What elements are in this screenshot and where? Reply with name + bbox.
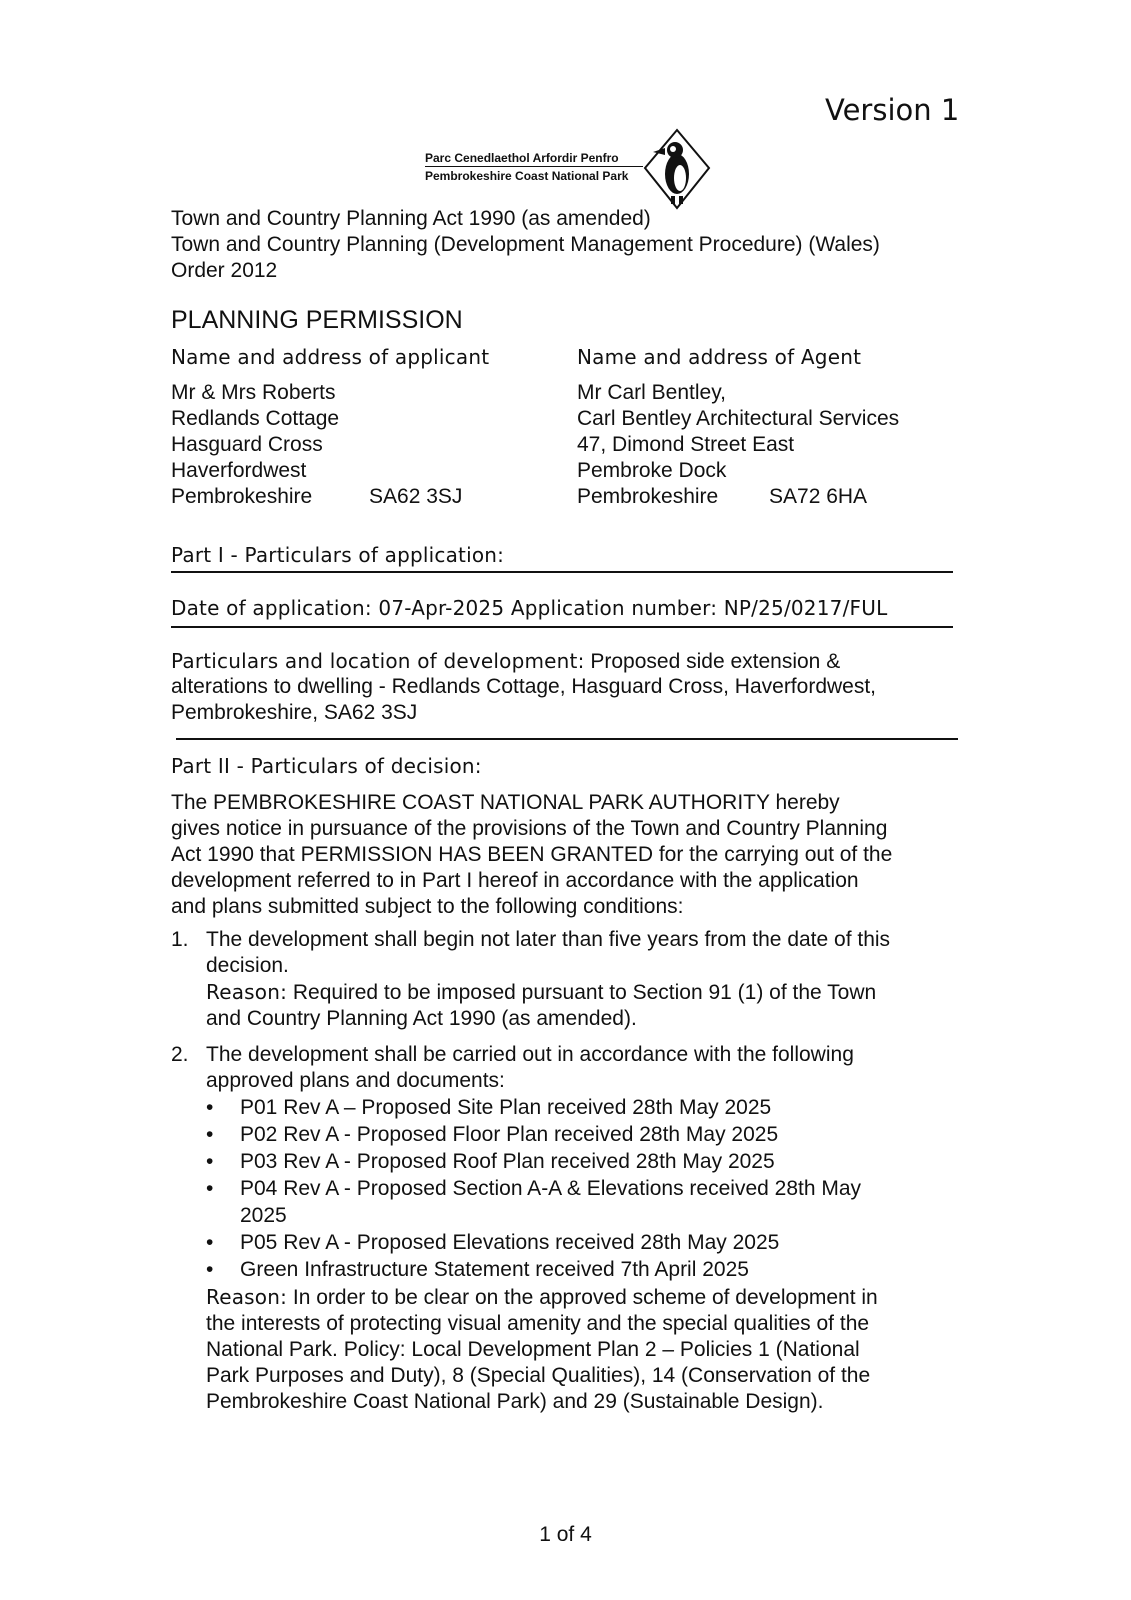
page-title: PLANNING PERMISSION	[171, 306, 463, 334]
applicant-postcode: SA62 3SJ	[369, 485, 463, 508]
logo-english-name: Pembrokeshire Coast National Park	[425, 169, 629, 183]
logo-welsh-name: Parc Cenedlaethol Arfordir Penfro	[425, 151, 619, 165]
bullet-icon: •	[206, 1096, 214, 1119]
logo-divider	[425, 166, 643, 167]
intro-line: Act 1990 that PERMISSION HAS BEEN GRANTED for the carrying out of the	[171, 843, 893, 866]
intro-line: development referred to in Part I hereof in accordance with the application	[171, 869, 859, 892]
decision-intro	[171, 790, 892, 920]
condition-2-number: 2.	[171, 1043, 189, 1066]
applicant-line: Mr & Mrs Roberts	[171, 381, 336, 404]
reason-text: and Country Planning Act 1990 (as amended).	[206, 1007, 637, 1030]
particulars-text: Proposed side extension &	[590, 650, 841, 673]
list-item	[206, 1095, 861, 1122]
list-item	[206, 1122, 861, 1149]
agent-line: 47, Dimond Street East	[577, 433, 795, 456]
applicant-heading: Name and address of applicant	[171, 345, 490, 369]
list-item-text: P03 Rev A - Proposed Roof Plan received 28th May 2025	[240, 1150, 775, 1173]
list-item-text: P01 Rev A – Proposed Site Plan received 28th May 2025	[240, 1096, 772, 1119]
condition-2-reason	[206, 1284, 878, 1415]
act-line: Town and Country Planning Act 1990 (as amended)	[171, 207, 651, 230]
applicant-address	[171, 380, 463, 510]
particulars-line-3: Pembrokeshire, SA62 3SJ	[171, 701, 418, 724]
divider	[171, 626, 953, 628]
list-item-text: P02 Rev A - Proposed Floor Plan received 28th May 2025	[240, 1123, 779, 1146]
bullet-icon: •	[206, 1231, 214, 1254]
reason-text: Park Purposes and Duty), 8 (Special Qualities), 14 (Conservation of the	[206, 1364, 871, 1387]
condition-1-number: 1.	[171, 928, 189, 951]
condition-reason-line	[206, 979, 890, 1006]
reason-label: Reason:	[206, 980, 288, 1004]
order-line-2: Order 2012	[171, 259, 278, 282]
condition-1	[206, 927, 890, 1032]
list-item-text: 2025	[240, 1204, 287, 1227]
order-line-1: Town and Country Planning (Development Management Procedure) (Wales)	[171, 233, 880, 256]
reason-text: Required to be imposed pursuant to Section 91 (1) of the Town	[292, 981, 877, 1004]
reason-text: In order to be clear on the approved scheme of development in	[292, 1286, 878, 1309]
park-logo	[425, 128, 710, 210]
list-item	[206, 1149, 861, 1176]
reason-label: Reason:	[206, 1285, 288, 1309]
divider	[171, 571, 953, 573]
reason-text: Pembrokeshire Coast National Park) and 29 (Sustainable Design).	[206, 1390, 824, 1413]
bullet-icon: •	[206, 1150, 214, 1173]
list-item-text: P05 Rev A - Proposed Elevations received 28th May 2025	[240, 1231, 780, 1254]
list-item-text: Green Infrastructure Statement received 7th April 2025	[240, 1258, 749, 1281]
page-number: 1 of 4	[539, 1523, 592, 1546]
reason-text: National Park. Policy: Local Development Plan 2 – Policies 1 (National	[206, 1338, 860, 1361]
applicant-line: Hasguard Cross	[171, 433, 323, 456]
list-item	[206, 1176, 861, 1203]
part1-heading: Part I - Particulars of application:	[171, 543, 505, 567]
agent-line: Pembroke Dock	[577, 459, 727, 482]
intro-line: and plans submitted subject to the following conditions:	[171, 895, 684, 918]
bullet-icon: •	[206, 1123, 214, 1146]
bullet-icon: •	[206, 1258, 214, 1281]
puffin-icon	[643, 128, 711, 210]
list-item-continuation	[206, 1203, 861, 1230]
condition-line: approved plans and documents:	[206, 1069, 505, 1092]
particulars-line-1	[171, 648, 840, 675]
applicant-line: Redlands Cottage	[171, 407, 340, 430]
intro-line: gives notice in pursuance of the provisions of the Town and Country Planning	[171, 817, 888, 840]
agent-line: Carl Bentley Architectural Services	[577, 407, 900, 430]
list-item	[206, 1257, 861, 1284]
version-label: Version 1	[825, 93, 960, 127]
divider	[176, 738, 958, 740]
intro-line: The PEMBROKESHIRE COAST NATIONAL PARK AUTHORITY hereby	[171, 791, 840, 814]
bullet-icon: •	[206, 1177, 214, 1200]
applicant-line: Pembrokeshire	[171, 485, 313, 508]
agent-line: Pembrokeshire	[577, 485, 719, 508]
particulars-line-2: alterations to dwelling - Redlands Cottage, Hasguard Cross, Haverfordwest,	[171, 675, 877, 698]
list-item	[206, 1230, 861, 1257]
condition-reason-line	[206, 1284, 878, 1311]
agent-postcode: SA72 6HA	[769, 485, 868, 508]
agent-address	[577, 380, 899, 510]
agent-line: Mr Carl Bentley,	[577, 381, 726, 404]
applicant-line: Haverfordwest	[171, 459, 307, 482]
reason-text: the interests of protecting visual amenity and the special qualities of the	[206, 1312, 870, 1335]
condition-line: The development shall be carried out in accordance with the following	[206, 1043, 854, 1066]
agent-heading: Name and address of Agent	[577, 345, 862, 369]
application-date-number: Date of application: 07-Apr-2025 Application number: NP/25/0217/FUL	[171, 596, 888, 620]
condition-2	[206, 1042, 854, 1094]
part2-heading: Part II - Particulars of decision:	[171, 754, 482, 778]
approved-plans-list	[206, 1095, 861, 1284]
list-item-text: P04 Rev A - Proposed Section A-A & Elevations received 28th May	[240, 1177, 862, 1200]
condition-line: decision.	[206, 954, 289, 977]
condition-line: The development shall begin not later than five years from the date of this	[206, 928, 891, 951]
particulars-label: Particulars and location of development:	[171, 649, 585, 673]
